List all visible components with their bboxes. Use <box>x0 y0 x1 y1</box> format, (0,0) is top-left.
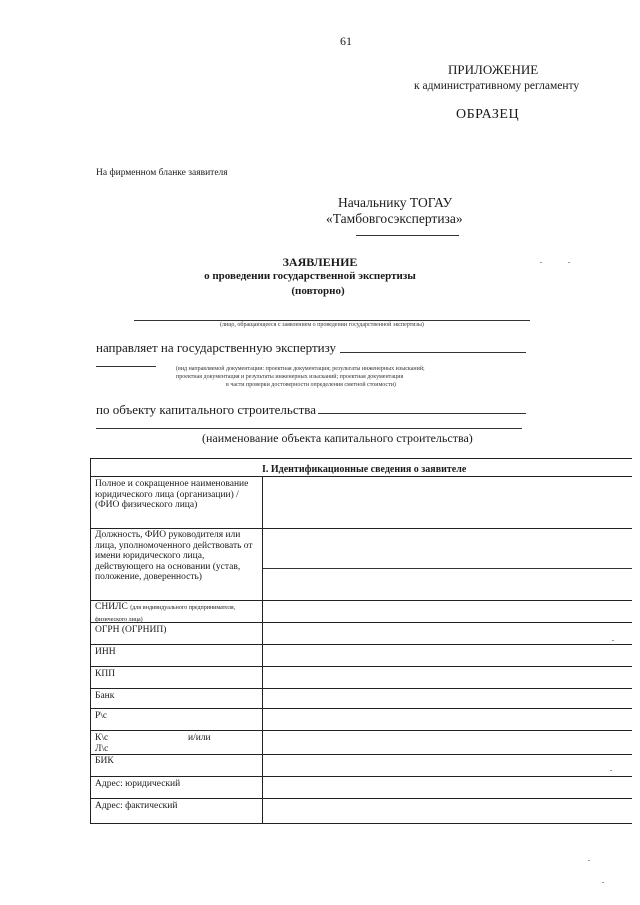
directs-label: направляет на государственную экспертизу <box>96 340 336 355</box>
value-ogrn[interactable] <box>263 622 632 644</box>
object-label: по объекту капитального строительства <box>96 402 317 417</box>
object-hint: (наименование объекта капитального строительства) <box>202 431 473 445</box>
label-kpp: КПП <box>95 669 116 679</box>
value-settlement-account[interactable] <box>263 708 632 730</box>
addressee-underline <box>356 235 459 236</box>
label-or: и/или <box>188 733 211 743</box>
scan-speck <box>588 860 590 861</box>
letterhead-note: На фирменном бланке заявителя <box>96 168 228 178</box>
label-bank: Банк <box>95 691 115 701</box>
addressee-position: Начальнику ТОГАУ <box>338 195 453 210</box>
label-personal-account: Л\с <box>95 744 109 754</box>
label-correspondent-account: К\с <box>95 733 109 743</box>
sample-label: ОБРАЗЕЦ <box>456 107 520 122</box>
documentation-type-field-cont[interactable] <box>96 366 156 367</box>
label-bik: БИК <box>95 756 114 766</box>
table-top-border <box>90 458 632 459</box>
applicant-hint: (лицо, обращающееся с заявлением о проведении государственной экспертизы) <box>220 322 424 328</box>
value-bank[interactable] <box>263 688 632 708</box>
doc-hint-line3: в части проверки достоверности определения сметной стоимости) <box>226 382 396 388</box>
value-actual-address[interactable] <box>263 798 632 822</box>
scan-speck <box>602 882 604 883</box>
value-kpp[interactable] <box>263 666 632 688</box>
object-field-cont[interactable] <box>96 428 522 429</box>
scan-speck <box>568 262 570 263</box>
object-field[interactable] <box>318 413 526 414</box>
value-bik[interactable] <box>263 754 632 776</box>
doc-hint-line1: (вид направляемой документации: проектная документация; результаты инженерных изысканий; <box>176 366 425 372</box>
table-left-border <box>90 458 91 824</box>
label-snils-text: СНИЛС <box>95 602 128 612</box>
label-head-position: Должность, ФИО руководителя или лица, уполномоченного действовать от имени юридического лица, действующего на основании (устав, положение, доверенность) <box>95 530 253 582</box>
applicant-field[interactable] <box>134 320 530 321</box>
appendix-reference: к административному регламенту <box>414 80 580 92</box>
label-ogrn: ОГРН (ОГРНИП) <box>95 625 167 635</box>
label-actual-address: Адрес: фактический <box>95 801 178 811</box>
label-snils-note: (для индивидуального предпринимателя, физического лица) <box>95 605 236 623</box>
documentation-type-field[interactable] <box>340 352 526 353</box>
value-inn[interactable] <box>263 644 632 666</box>
page-number: 61 <box>340 34 352 48</box>
doc-hint-line2: проектная документация и результаты инженерных изысканий; проектная документация <box>176 374 404 380</box>
label-inn: ИНН <box>95 647 116 657</box>
addressee-organization: «Тамбовгосэкспертиза» <box>326 211 463 226</box>
document-subtitle-repeat: (повторно) <box>291 285 345 297</box>
table-bottom-border <box>90 823 632 824</box>
document-title: ЗАЯВЛЕНИЕ <box>282 255 358 269</box>
section-title: I. Идентификационные сведения о заявителе <box>262 464 467 475</box>
value-legal-address[interactable] <box>263 776 632 798</box>
value-snils[interactable] <box>263 600 632 622</box>
label-legal-address: Адрес: юридический <box>95 779 181 789</box>
value-org-name[interactable] <box>263 476 632 528</box>
value-correspondent-account[interactable] <box>263 730 632 754</box>
scan-speck <box>540 262 542 263</box>
label-settlement-account: Р\с <box>95 711 108 721</box>
appendix-title: ПРИЛОЖЕНИЕ <box>448 62 539 77</box>
value-head-position[interactable] <box>263 528 632 600</box>
document-subtitle: о проведении государственной экспертизы <box>204 270 416 282</box>
label-org-name: Полное и сокращенное наименование юридического лица (организации) / (ФИО физического лица) <box>95 479 249 510</box>
